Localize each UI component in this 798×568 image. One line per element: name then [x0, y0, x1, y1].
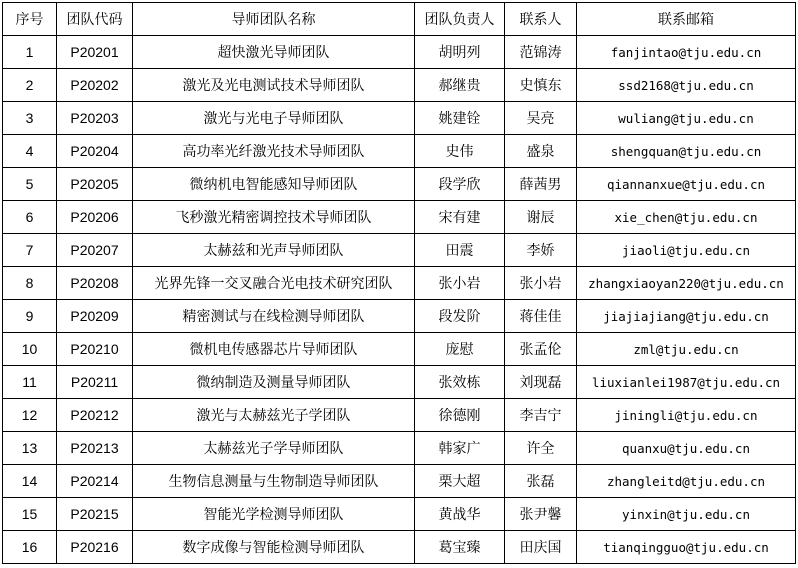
cell-team-name: 太赫兹和光声导师团队	[133, 234, 415, 267]
table-row	[3, 267, 796, 300]
cell-index: 12	[3, 399, 57, 432]
cell-team-code: P20211	[57, 366, 133, 399]
cell-index: 1	[3, 36, 57, 69]
cell-leader: 黄战华	[415, 498, 505, 531]
cell-email: yinxin@tju.edu.cn	[577, 498, 796, 531]
header-row	[3, 3, 796, 36]
cell-email: zml@tju.edu.cn	[577, 333, 796, 366]
header-email: 联系邮箱	[577, 3, 796, 36]
cell-team-code: P20205	[57, 168, 133, 201]
cell-leader: 庞慰	[415, 333, 505, 366]
cell-email: qiannanxue@tju.edu.cn	[577, 168, 796, 201]
table-row	[3, 366, 796, 399]
cell-team-code: P20202	[57, 69, 133, 102]
table-row	[3, 201, 796, 234]
cell-email: shengquan@tju.edu.cn	[577, 135, 796, 168]
header-index: 序号	[3, 3, 57, 36]
table-row	[3, 168, 796, 201]
cell-index: 2	[3, 69, 57, 102]
table-row	[3, 531, 796, 564]
cell-email: quanxu@tju.edu.cn	[577, 432, 796, 465]
cell-team-name: 生物信息测量与生物制造导师团队	[133, 465, 415, 498]
cell-email: zhangleitd@tju.edu.cn	[577, 465, 796, 498]
header-team-name: 导师团队名称	[133, 3, 415, 36]
cell-leader: 姚建铨	[415, 102, 505, 135]
cell-team-name: 激光与太赫兹光子学团队	[133, 399, 415, 432]
cell-email: xie_chen@tju.edu.cn	[577, 201, 796, 234]
cell-index: 4	[3, 135, 57, 168]
cell-leader: 宋有建	[415, 201, 505, 234]
team-table	[2, 2, 796, 564]
cell-team-name: 智能光学检测导师团队	[133, 498, 415, 531]
cell-contact: 张小岩	[505, 267, 577, 300]
cell-team-name: 飞秒激光精密调控技术导师团队	[133, 201, 415, 234]
cell-team-name: 超快激光导师团队	[133, 36, 415, 69]
cell-index: 6	[3, 201, 57, 234]
cell-team-name: 数字成像与智能检测导师团队	[133, 531, 415, 564]
cell-team-name: 激光及光电测试技术导师团队	[133, 69, 415, 102]
cell-team-name: 太赫兹光子学导师团队	[133, 432, 415, 465]
cell-team-code: P20209	[57, 300, 133, 333]
cell-email: jiaoli@tju.edu.cn	[577, 234, 796, 267]
cell-leader: 徐德刚	[415, 399, 505, 432]
cell-contact: 薛茜男	[505, 168, 577, 201]
cell-team-code: P20207	[57, 234, 133, 267]
cell-team-code: P20208	[57, 267, 133, 300]
table-row	[3, 135, 796, 168]
cell-team-name: 微纳制造及测量导师团队	[133, 366, 415, 399]
cell-index: 13	[3, 432, 57, 465]
cell-team-name: 微纳机电智能感知导师团队	[133, 168, 415, 201]
cell-index: 11	[3, 366, 57, 399]
header-leader: 团队负责人	[415, 3, 505, 36]
cell-email: jiningli@tju.edu.cn	[577, 399, 796, 432]
cell-team-code: P20212	[57, 399, 133, 432]
table-row	[3, 498, 796, 531]
cell-contact: 李吉宁	[505, 399, 577, 432]
header-contact: 联系人	[505, 3, 577, 36]
cell-contact: 张孟伦	[505, 333, 577, 366]
cell-contact: 蒋佳佳	[505, 300, 577, 333]
cell-leader: 张小岩	[415, 267, 505, 300]
cell-contact: 谢辰	[505, 201, 577, 234]
cell-team-code: P20213	[57, 432, 133, 465]
cell-leader: 田震	[415, 234, 505, 267]
cell-team-code: P20203	[57, 102, 133, 135]
cell-email: fanjintao@tju.edu.cn	[577, 36, 796, 69]
table-row	[3, 234, 796, 267]
cell-index: 16	[3, 531, 57, 564]
cell-team-code: P20204	[57, 135, 133, 168]
cell-team-code: P20215	[57, 498, 133, 531]
cell-leader: 胡明列	[415, 36, 505, 69]
cell-leader: 张效栋	[415, 366, 505, 399]
cell-contact: 张磊	[505, 465, 577, 498]
cell-team-name: 微机电传感器芯片导师团队	[133, 333, 415, 366]
table-row	[3, 102, 796, 135]
cell-leader: 韩家广	[415, 432, 505, 465]
cell-leader: 郝继贵	[415, 69, 505, 102]
cell-team-name: 高功率光纤激光技术导师团队	[133, 135, 415, 168]
cell-index: 14	[3, 465, 57, 498]
cell-index: 15	[3, 498, 57, 531]
cell-email: zhangxiaoyan220@tju.edu.cn	[577, 267, 796, 300]
cell-index: 9	[3, 300, 57, 333]
table-row	[3, 300, 796, 333]
cell-contact: 张尹馨	[505, 498, 577, 531]
cell-email: wuliang@tju.edu.cn	[577, 102, 796, 135]
cell-contact: 史慎东	[505, 69, 577, 102]
table-row	[3, 432, 796, 465]
cell-index: 7	[3, 234, 57, 267]
cell-contact: 田庆国	[505, 531, 577, 564]
cell-index: 10	[3, 333, 57, 366]
cell-email: liuxianlei1987@tju.edu.cn	[577, 366, 796, 399]
table-row	[3, 465, 796, 498]
cell-team-code: P20216	[57, 531, 133, 564]
cell-contact: 李娇	[505, 234, 577, 267]
cell-contact: 吴亮	[505, 102, 577, 135]
cell-index: 3	[3, 102, 57, 135]
cell-leader: 段发阶	[415, 300, 505, 333]
table-body	[3, 36, 796, 564]
cell-index: 8	[3, 267, 57, 300]
cell-contact: 刘现磊	[505, 366, 577, 399]
cell-team-code: P20214	[57, 465, 133, 498]
table-row	[3, 399, 796, 432]
cell-team-code: P20201	[57, 36, 133, 69]
cell-contact: 范锦涛	[505, 36, 577, 69]
cell-email: tianqingguo@tju.edu.cn	[577, 531, 796, 564]
cell-contact: 许全	[505, 432, 577, 465]
cell-team-code: P20210	[57, 333, 133, 366]
table-row	[3, 333, 796, 366]
cell-team-name: 光界先锋一交叉融合光电技术研究团队	[133, 267, 415, 300]
cell-team-name: 精密测试与在线检测导师团队	[133, 300, 415, 333]
cell-leader: 段学欣	[415, 168, 505, 201]
cell-team-code: P20206	[57, 201, 133, 234]
cell-index: 5	[3, 168, 57, 201]
cell-team-name: 激光与光电子导师团队	[133, 102, 415, 135]
header-code: 团队代码	[57, 3, 133, 36]
cell-leader: 葛宝臻	[415, 531, 505, 564]
cell-leader: 史伟	[415, 135, 505, 168]
cell-leader: 栗大超	[415, 465, 505, 498]
table-row	[3, 69, 796, 102]
table-row	[3, 36, 796, 69]
cell-email: ssd2168@tju.edu.cn	[577, 69, 796, 102]
cell-email: jiajiajiang@tju.edu.cn	[577, 300, 796, 333]
cell-contact: 盛泉	[505, 135, 577, 168]
